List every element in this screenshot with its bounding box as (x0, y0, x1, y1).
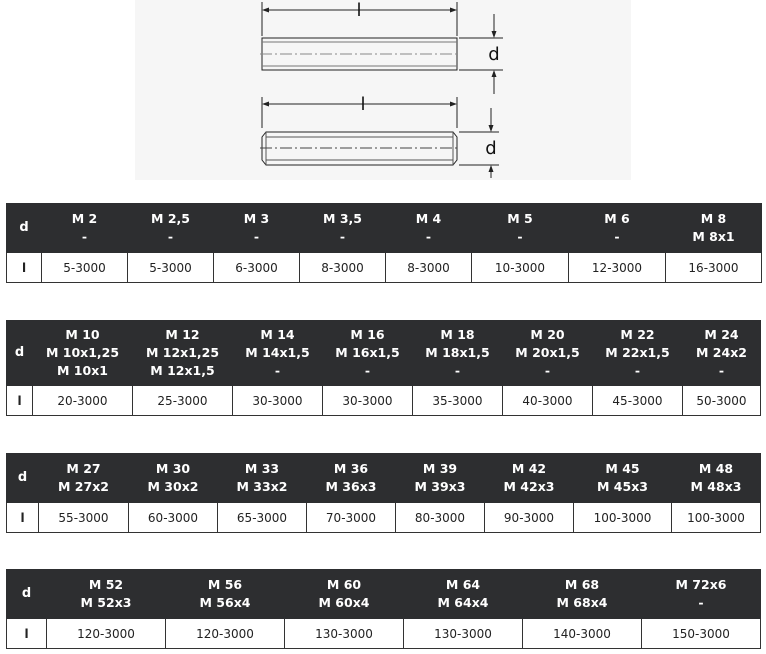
table-row (7, 570, 761, 619)
length-cell: 35-3000 (413, 386, 503, 416)
size-header: M 3 - (214, 204, 300, 253)
spec-table-2 (6, 320, 761, 416)
length-cell: 8-3000 (386, 253, 472, 283)
length-cell: 130-3000 (404, 619, 523, 649)
l-row-label: l (7, 386, 33, 416)
length-cell: 90-3000 (485, 503, 574, 533)
size-header: M 6 - (569, 204, 666, 253)
bottom-diameter-label: d (485, 138, 497, 159)
table-row (7, 253, 762, 283)
table-row (7, 503, 761, 533)
l-row-label: l (7, 253, 42, 283)
length-cell: 65-3000 (218, 503, 307, 533)
size-header: M 36 M 36x3 (307, 454, 396, 503)
d-row-label: d (7, 204, 42, 253)
l-row-label: l (7, 503, 39, 533)
size-header: M 72x6 - (642, 570, 761, 619)
length-cell: 130-3000 (285, 619, 404, 649)
length-cell: 150-3000 (642, 619, 761, 649)
length-cell: 40-3000 (503, 386, 593, 416)
length-cell: 50-3000 (683, 386, 761, 416)
top-length-label: l (356, 0, 362, 21)
size-header: M 33 M 33x2 (218, 454, 307, 503)
size-header: M 2 - (42, 204, 128, 253)
table-row (7, 454, 761, 503)
length-cell: 45-3000 (593, 386, 683, 416)
length-cell: 5-3000 (42, 253, 128, 283)
length-cell: 55-3000 (39, 503, 129, 533)
rod-drawing (135, 0, 631, 180)
length-cell: 120-3000 (47, 619, 166, 649)
length-cell: 25-3000 (133, 386, 233, 416)
size-header: M 8 M 8x1 (666, 204, 762, 253)
size-header: M 22 M 22x1,5 - (593, 321, 683, 386)
length-cell: 140-3000 (523, 619, 642, 649)
length-cell: 6-3000 (214, 253, 300, 283)
length-cell: 100-3000 (672, 503, 761, 533)
d-row-label: d (7, 321, 33, 386)
length-cell: 20-3000 (33, 386, 133, 416)
table-row (7, 619, 761, 649)
size-header: M 45 M 45x3 (574, 454, 672, 503)
size-header: M 39 M 39x3 (396, 454, 485, 503)
length-cell: 12-3000 (569, 253, 666, 283)
size-header: M 10 M 10x1,25 M 10x1 (33, 321, 133, 386)
length-cell: 120-3000 (166, 619, 285, 649)
size-header: M 4 - (386, 204, 472, 253)
size-header: M 24 M 24x2 - (683, 321, 761, 386)
size-header: M 27 M 27x2 (39, 454, 129, 503)
length-cell: 30-3000 (233, 386, 323, 416)
bottom-length-label: l (360, 94, 366, 115)
length-cell: 80-3000 (396, 503, 485, 533)
length-cell: 100-3000 (574, 503, 672, 533)
top-diameter-label: d (488, 44, 500, 65)
size-header: M 56 M 56x4 (166, 570, 285, 619)
length-cell: 8-3000 (300, 253, 386, 283)
size-header: M 52 M 52x3 (47, 570, 166, 619)
length-cell: 10-3000 (472, 253, 569, 283)
size-header: M 42 M 42x3 (485, 454, 574, 503)
size-header: M 18 M 18x1,5 - (413, 321, 503, 386)
size-header: M 20 M 20x1,5 - (503, 321, 593, 386)
size-header: M 60 M 60x4 (285, 570, 404, 619)
size-header: M 16 M 16x1,5 - (323, 321, 413, 386)
spec-table-3 (6, 453, 761, 533)
size-header: M 2,5 - (128, 204, 214, 253)
table-row (7, 204, 762, 253)
length-cell: 70-3000 (307, 503, 396, 533)
d-row-label: d (7, 454, 39, 503)
length-cell: 60-3000 (129, 503, 218, 533)
spec-table-4 (6, 569, 761, 649)
size-header: M 64 M 64x4 (404, 570, 523, 619)
size-header: M 12 M 12x1,25 M 12x1,5 (133, 321, 233, 386)
length-cell: 30-3000 (323, 386, 413, 416)
size-header: M 30 M 30x2 (129, 454, 218, 503)
size-header: M 5 - (472, 204, 569, 253)
spec-table-1 (6, 203, 762, 283)
d-row-label: d (7, 570, 47, 619)
size-header: M 68 M 68x4 (523, 570, 642, 619)
threaded-rod-diagram (135, 0, 631, 180)
size-header: M 14 M 14x1,5 - (233, 321, 323, 386)
length-cell: 5-3000 (128, 253, 214, 283)
length-cell: 16-3000 (666, 253, 762, 283)
l-row-label: l (7, 619, 47, 649)
size-header: M 3,5 - (300, 204, 386, 253)
table-row (7, 321, 761, 386)
table-row (7, 386, 761, 416)
size-header: M 48 M 48x3 (672, 454, 761, 503)
